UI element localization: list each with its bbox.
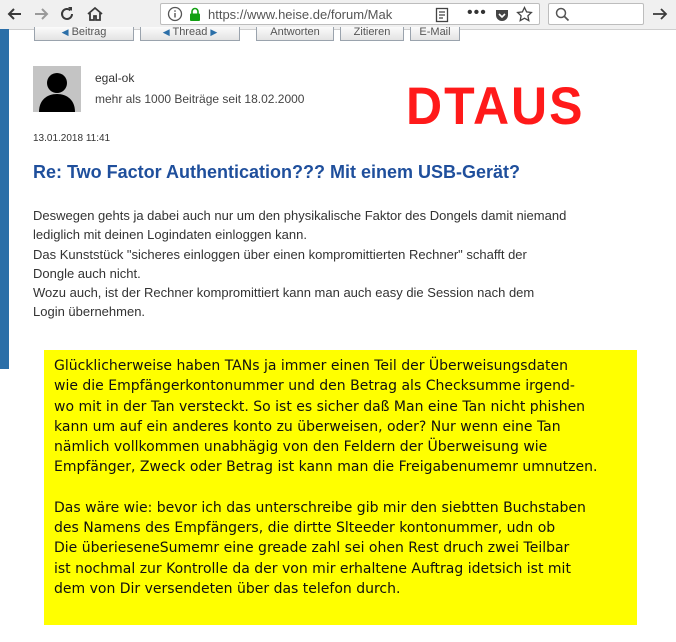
avatar[interactable]	[33, 66, 81, 112]
annotation-line: dem von Dir versendeten über das telefon durch.	[54, 580, 401, 597]
author-info: mehr als 1000 Beiträge seit 18.02.2000	[95, 92, 305, 106]
post-date: 13.01.2018 11:41	[33, 133, 111, 144]
post-body-line: Deswegen gehts ja dabei auch nur um den physikalische Faktor des Dongels damit niemand	[33, 208, 567, 223]
pocket-icon[interactable]	[494, 7, 510, 23]
paragraph-gap	[54, 478, 629, 498]
annotation-box	[44, 350, 637, 625]
annotation-line: wie die Empfängerkontonummer und den Betrag als Checksumme irgend-	[54, 378, 575, 395]
reload-icon	[58, 5, 76, 23]
quote-button[interactable]: Zitieren	[340, 27, 404, 41]
annotation-line: nämlich vollkommen unabhägig von den Feldern der Überweisung wie	[54, 439, 548, 456]
reader-view-icon[interactable]	[434, 7, 450, 23]
post-body-line: Das Kunststück "sicheres einloggen über einen kompromittierten Rechner" schafft der	[33, 246, 527, 262]
post-body-line: Dongle auch nicht.	[33, 265, 141, 281]
thread-button[interactable]	[140, 27, 240, 41]
search-input[interactable]	[575, 6, 639, 24]
author-name[interactable]: egal-ok	[95, 71, 135, 85]
star-icon[interactable]	[516, 6, 533, 23]
annotation-line: des Namens des Empfängers, die dirtte Slteeder kontonummer, udn ob	[54, 520, 556, 537]
address-bar[interactable]	[160, 3, 540, 25]
reply-button[interactable]: Antworten	[256, 27, 334, 41]
home-icon	[86, 5, 104, 23]
email-button[interactable]: E-Mail	[410, 27, 460, 41]
post-body-line: Login übernehmen.	[33, 304, 146, 320]
home-button[interactable]	[84, 3, 106, 25]
post-title: Re: Two Factor Authentication??? Mit einem USB-Gerät?	[33, 162, 521, 182]
page-left-border	[0, 29, 9, 369]
page-actions-menu[interactable]: •••	[467, 4, 487, 21]
annotation-line: Glücklicherweise haben TANs ja immer einen Teil der Überweisungsdaten	[54, 358, 569, 374]
info-icon[interactable]	[167, 6, 183, 22]
post-body-line: lediglich mit deinen Logindaten einloggen kann.	[33, 227, 307, 243]
annotation-line: wo mit in der Tan versteckt. So ist es sicher daß Man eine Tan nicht phishen	[54, 398, 586, 415]
triangle-right-icon: ▶	[210, 27, 218, 37]
forward-arrow-icon	[32, 5, 50, 23]
back-arrow-icon	[6, 5, 24, 23]
thread-label: Thread	[172, 27, 208, 38]
default-user-icon	[33, 66, 81, 112]
search-icon	[555, 7, 570, 22]
overlay-label: DTAUS	[406, 76, 585, 136]
search-bar[interactable]	[548, 3, 644, 25]
annotation-line: ist nochmal zur Kontrolle da der von mir erhaltene Auftrag idetsich ist mit	[54, 560, 571, 577]
annotation-line: Die überieseneSumemr eine greade zahl sei ohen Rest druch zwei Teilbar	[54, 540, 570, 557]
post-body-line: Wozu auch, ist der Rechner kompromittiert kann man auch easy die Session nach dem	[33, 285, 535, 301]
url-text[interactable]: https://www.heise.de/forum/Mak	[208, 7, 393, 22]
lock-icon[interactable]	[188, 7, 202, 22]
triangle-left-icon: ◀	[61, 27, 69, 37]
browser-toolbar	[0, 0, 676, 30]
annotation-line: kann um auf ein anderes konto zu überweisen, oder? Nur wenn eine Tan	[54, 418, 561, 435]
triangle-left-icon: ◀	[162, 27, 170, 37]
annotation-line: Das wäre wie: bevor ich das unterschreibe gib mir den siebtten Buchstaben	[54, 499, 586, 516]
previous-post-button[interactable]	[34, 27, 134, 41]
previous-post-label: Beitrag	[71, 27, 107, 38]
reload-button[interactable]	[56, 3, 78, 25]
go-arrow-icon[interactable]	[650, 4, 670, 24]
back-button[interactable]	[4, 3, 26, 25]
annotation-line: Empfänger, Zweck oder Betrag ist kann man die Freigabenumemr umnutzen.	[54, 459, 598, 476]
post-body	[33, 206, 633, 322]
forward-button[interactable]	[30, 3, 52, 25]
